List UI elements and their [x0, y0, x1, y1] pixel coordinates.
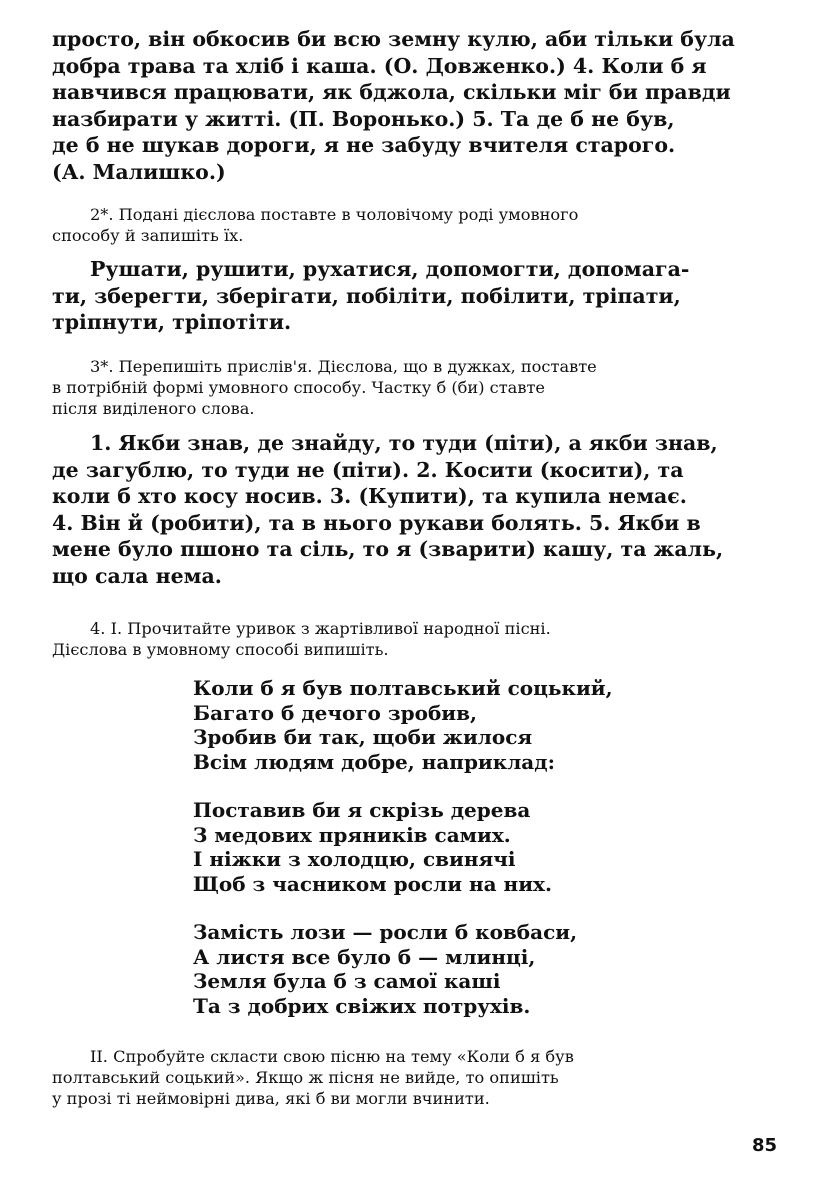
opening-paragraph	[52, 26, 772, 185]
task-line: 4. I. Прочитайте уривок з жартівливої народної пісні.	[90, 619, 551, 638]
task-line: способу й запишіть їх.	[52, 226, 244, 245]
text-line: тріпнути, тріпотіти.	[52, 310, 292, 334]
poem-line: Замість лози — росли б ковбаси,	[193, 920, 578, 944]
poem-line: З медових пряників самих.	[193, 822, 511, 847]
text-line: 4. Він й (робити), та в нього рукави болять. 5. Якби в	[52, 510, 701, 535]
page-number: 85	[751, 1135, 777, 1156]
text-line: де загублю, то туди не (піти). 2. Косити (косити), та	[52, 457, 684, 482]
poem-line: І ніжки з холодцю, свинячі	[193, 847, 516, 871]
poem-line: Щоб з часником росли на них.	[193, 871, 552, 896]
exercise-4-part-2	[52, 1046, 772, 1109]
task-line: в потрібній формі умовного способу. Частку б (би) ставте	[52, 378, 545, 397]
poem-line: Та з добрих свіжих потрухів.	[193, 993, 531, 1018]
poem-line: Всім людям добре, наприклад:	[193, 749, 555, 774]
text-line: Рушати, рушити, рухатися, допомогти, допомага-	[90, 257, 690, 281]
task-line: після виділеного слова.	[52, 399, 255, 418]
poem-line: Зробив би так, щоби жилося	[193, 725, 533, 749]
text-line: де б не шукав дороги, я не забуду вчителя старого.	[52, 133, 676, 157]
poem-line: А листя все було б — млинці,	[193, 944, 536, 969]
exercise-3-proverbs	[52, 430, 772, 589]
task-line: 2*. Подані дієслова поставте в чоловічому роді умовного	[90, 205, 579, 224]
exercise-2-task	[52, 204, 772, 246]
text-line: (А. Малишко.)	[52, 159, 226, 184]
task-line: у прозі ті неймовірні дива, які б ви могли вчинити.	[52, 1089, 490, 1108]
text-line: ти, зберегти, зберігати, побіліти, побілити, тріпати,	[52, 283, 681, 308]
text-line: просто, він обкосив би всю земну кулю, аби тільки була	[52, 27, 735, 51]
text-line: навчився працювати, як бджола, скільки міг би правди	[52, 80, 731, 104]
poem-line: Поставив би я скрізь дерева	[193, 798, 531, 822]
text-line: що сала нема.	[52, 563, 222, 588]
poem-line: Земля була б з самої каші	[193, 969, 501, 993]
exercise-3-task	[52, 356, 772, 419]
poem-line: Коли б я був полтавський соцький,	[193, 676, 613, 700]
text-line: 1. Якби знав, де знайду, то туди (піти), а якби знав,	[90, 431, 718, 455]
poem-stanza	[193, 798, 713, 896]
poem-stanza	[193, 676, 713, 774]
task-line: II. Спробуйте скласти свою пісню на тему «Коли б я був	[90, 1047, 574, 1066]
text-line: добра трава та хліб і каша. (О. Довженко.) 4. Коли б я	[52, 53, 707, 78]
text-line: коли б хто косу носив. 3. (Купити), та купила немає.	[52, 484, 687, 508]
task-line: полтавський соцький». Якщо ж пісня не вийде, то опишіть	[52, 1068, 559, 1087]
exercise-4-task	[52, 618, 772, 660]
task-line: 3*. Перепишіть прислів'я. Дієслова, що в дужках, поставте	[90, 357, 597, 376]
task-line: Дієслова в умовному способі випишіть.	[52, 640, 389, 659]
poem-line: Багато б дечого зробив,	[193, 700, 477, 725]
poem-stanza	[193, 920, 713, 1018]
text-line: мене було пшоно та сіль, то я (зварити) кашу, та жаль,	[52, 537, 724, 561]
poem-excerpt	[193, 676, 713, 1042]
text-line: назбирати у житті. (П. Воронько.) 5. Та де б не був,	[52, 106, 675, 131]
exercise-2-words	[52, 256, 772, 336]
